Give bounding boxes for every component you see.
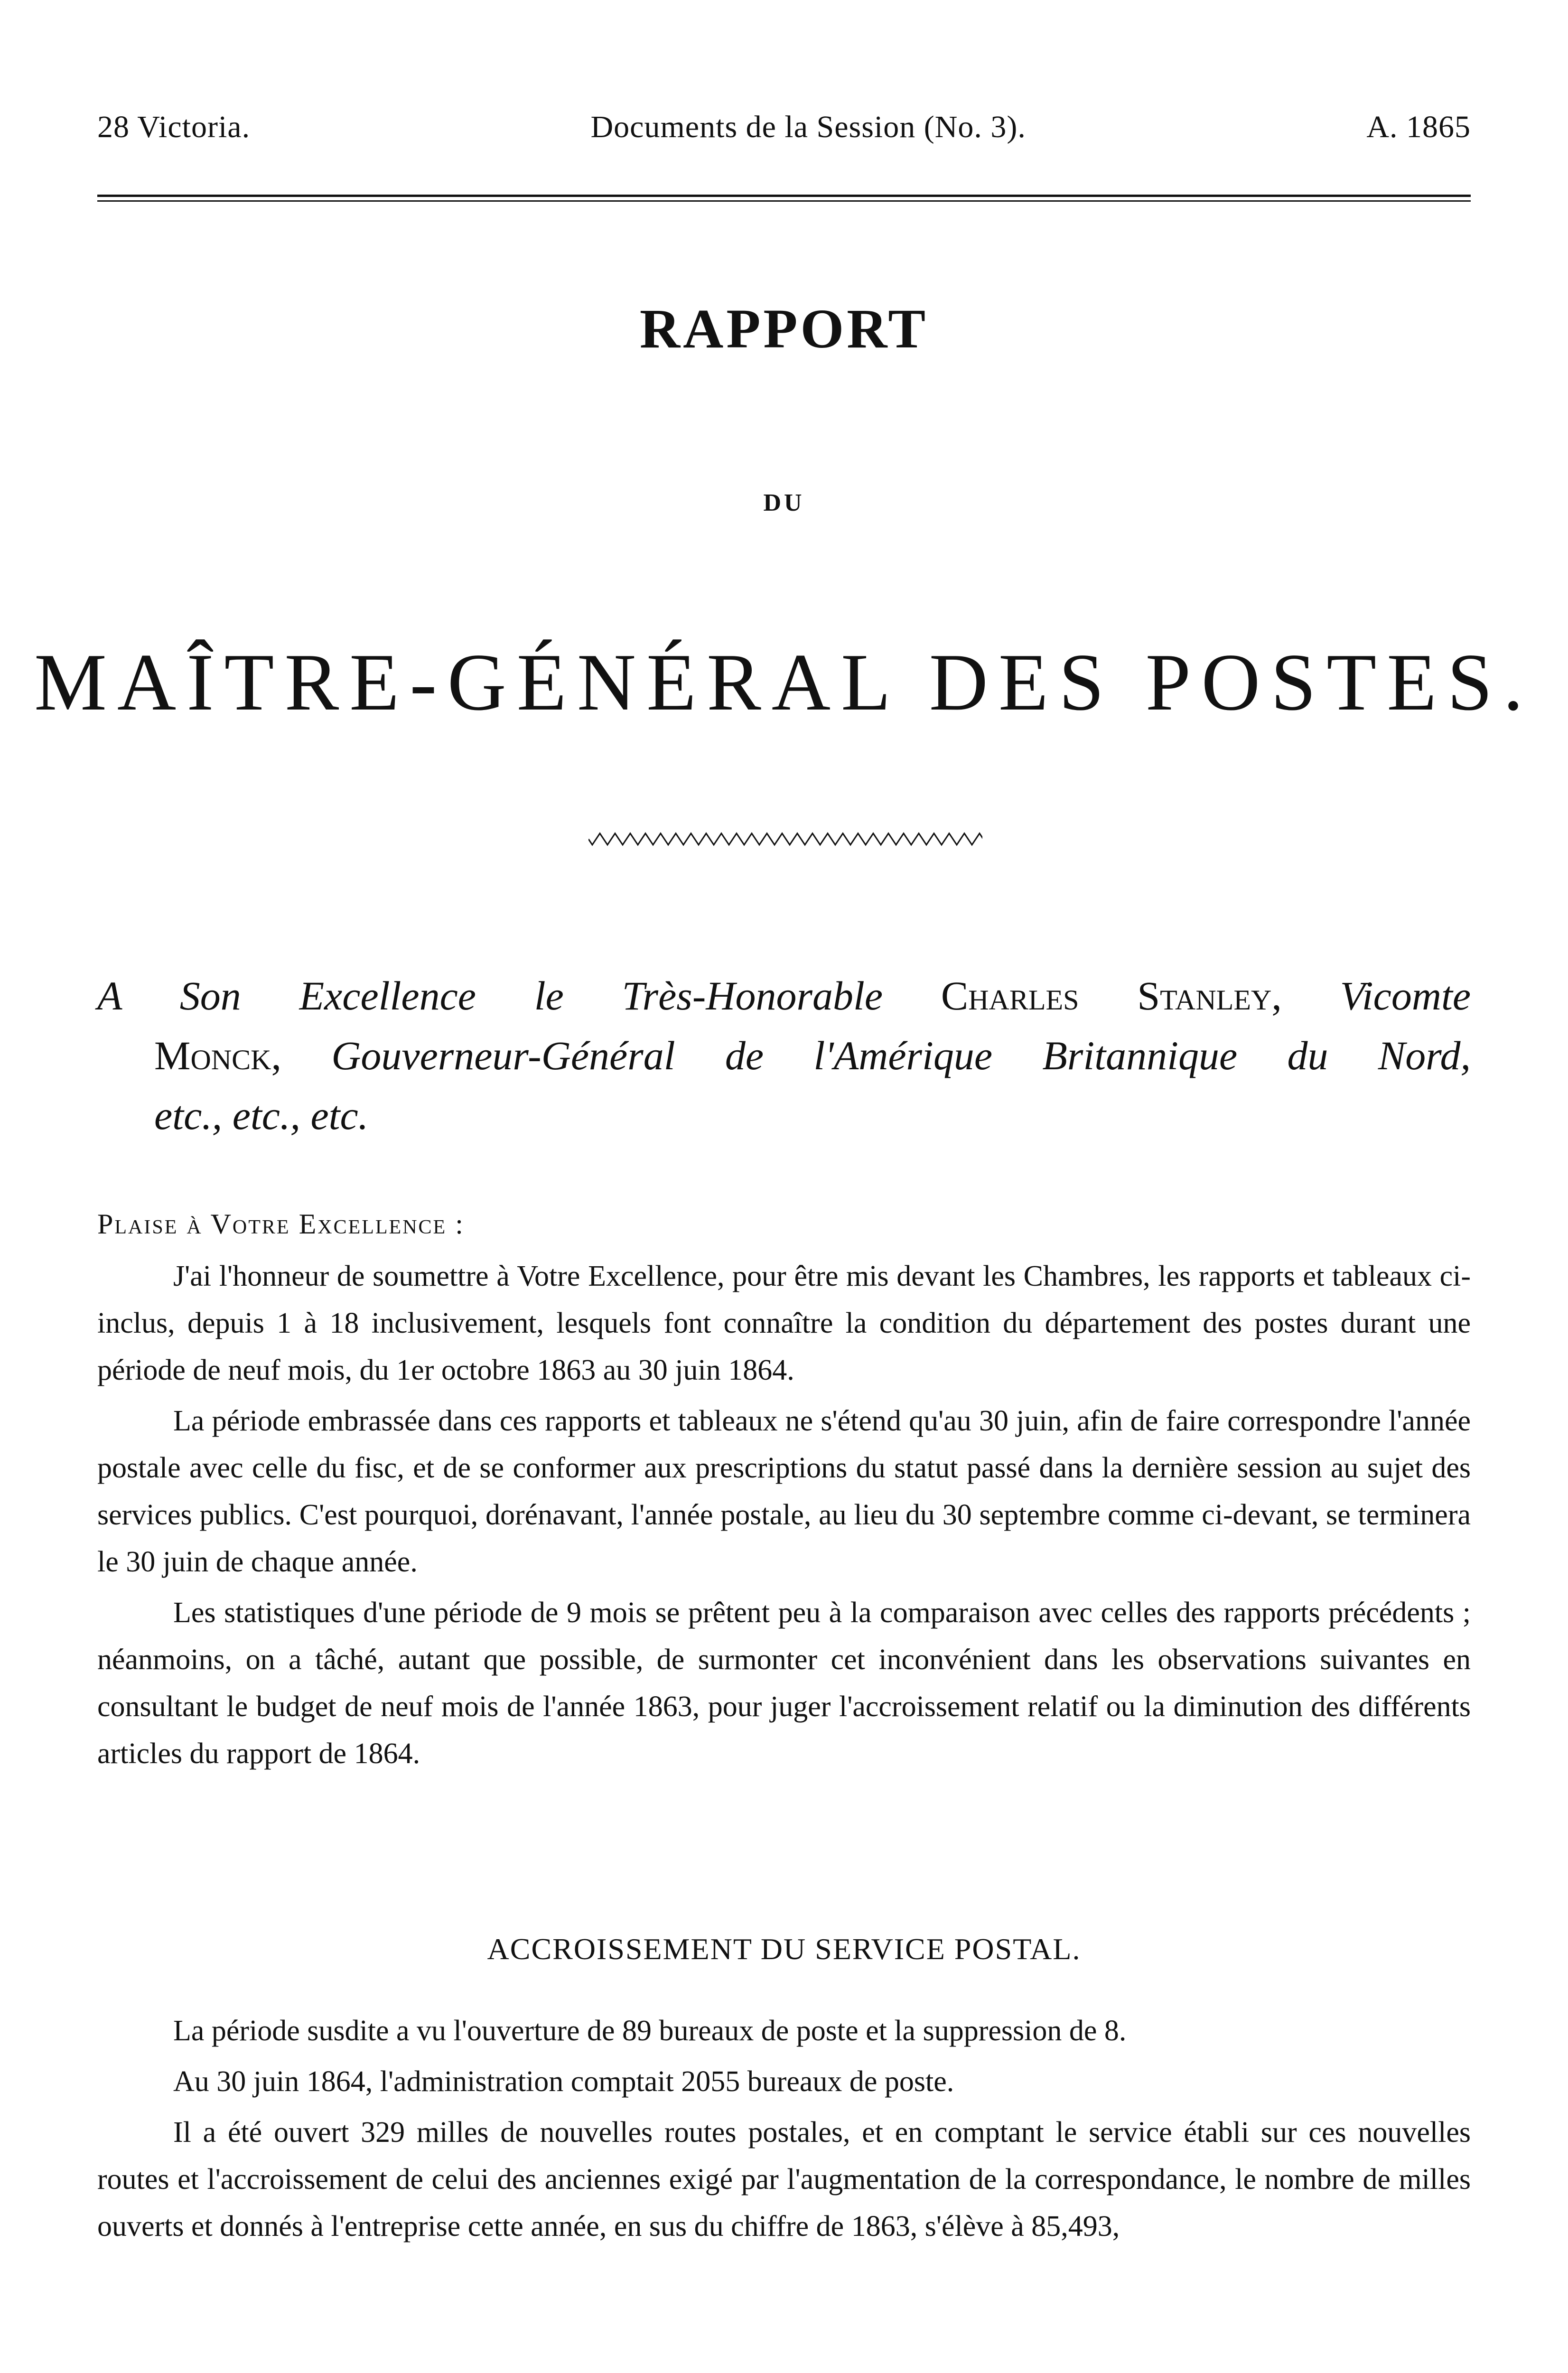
- paragraph: Il a été ouvert 329 milles de nouvelles routes postales, et en comptant le service établi sur ces nouvelles routes et l'accroissement de celui des anciennes exigé par l'augmentation de la correspondance, le nombre de milles ouverts et donnés à l'entreprise cette année, en sus du chiffre de 1863, s'élève à 85,493,: [97, 2116, 1471, 2242]
- address-greeting: A Son Excellence le Très-Honorable: [97, 973, 883, 1018]
- address-line-3: etc., etc., etc.: [154, 1093, 369, 1138]
- running-header: [97, 109, 1471, 145]
- address-name: Charles Stanley,: [941, 973, 1282, 1018]
- paragraph: Les statistiques d'une période de 9 mois se prêtent peu à la comparaison avec celles des rapports précédents ; néanmoins, on a tâché, autant que possible, de surmonter cet inconvénient dans les observations suivantes en consultant le budget de neuf mois de l'année 1863, pour juger l'accroissement relatif ou la diminution des différents articles du rapport de 1864.: [97, 1597, 1471, 1770]
- salutation: Plaise à Votre Excellence :: [97, 1208, 465, 1240]
- section-heading: ACCROISSEMENT DU SERVICE POSTAL.: [487, 1932, 1081, 1966]
- address-line-1: [97, 966, 1471, 1026]
- address-title: Vicomte: [1340, 973, 1471, 1018]
- address-office: Gouverneur-Général de l'Amérique Britannique du Nord,: [331, 1033, 1471, 1078]
- section-body-text: [97, 2008, 1471, 2250]
- header-rule-thick: [97, 195, 1471, 197]
- address-surname: Monck,: [154, 1033, 281, 1078]
- wavy-ornament: [588, 831, 982, 848]
- header-document-title: Documents de la Session (No. 3).: [590, 110, 1026, 144]
- header-rule-thin: [97, 200, 1471, 202]
- header-year: A. 1865: [1366, 110, 1471, 144]
- paragraph: J'ai l'honneur de soumettre à Votre Excellence, pour être mis devant les Chambres, les rapports et tableaux ci-inclus, depuis 1 à 18 inclusivement, lesquels font connaître la condition du département des postes durant une période de neuf mois, du 1er octobre 1863 au 30 juin 1864.: [97, 1260, 1471, 1386]
- title-rapport: RAPPORT: [639, 298, 929, 360]
- body-text: [97, 1253, 1471, 1777]
- title-main: MAÎTRE-GÉNÉRAL DES POSTES.: [34, 637, 1534, 728]
- header-regnal-year: 28 Victoria.: [97, 110, 251, 144]
- paragraph: Au 30 juin 1864, l'administration comptait 2055 bureaux de poste.: [173, 2065, 954, 2098]
- title-du: DU: [763, 489, 805, 516]
- paragraph: La période embrassée dans ces rapports et tableaux ne s'étend qu'au 30 juin, afin de faire correspondre l'année postale avec celle du fisc, et de se conformer aux prescriptions du statut passé dans la dernière session au sujet des services publics. C'est pourquoi, dorénavant, l'année postale, au lieu du 30 septembre comme ci-devant, se terminera le 30 juin de chaque année.: [97, 1405, 1471, 1578]
- paragraph: La période susdite a vu l'ouverture de 89 bureaux de poste et la suppression de 8.: [173, 2015, 1127, 2047]
- address-block: [97, 966, 1471, 1145]
- address-line-2: [97, 1026, 1471, 1085]
